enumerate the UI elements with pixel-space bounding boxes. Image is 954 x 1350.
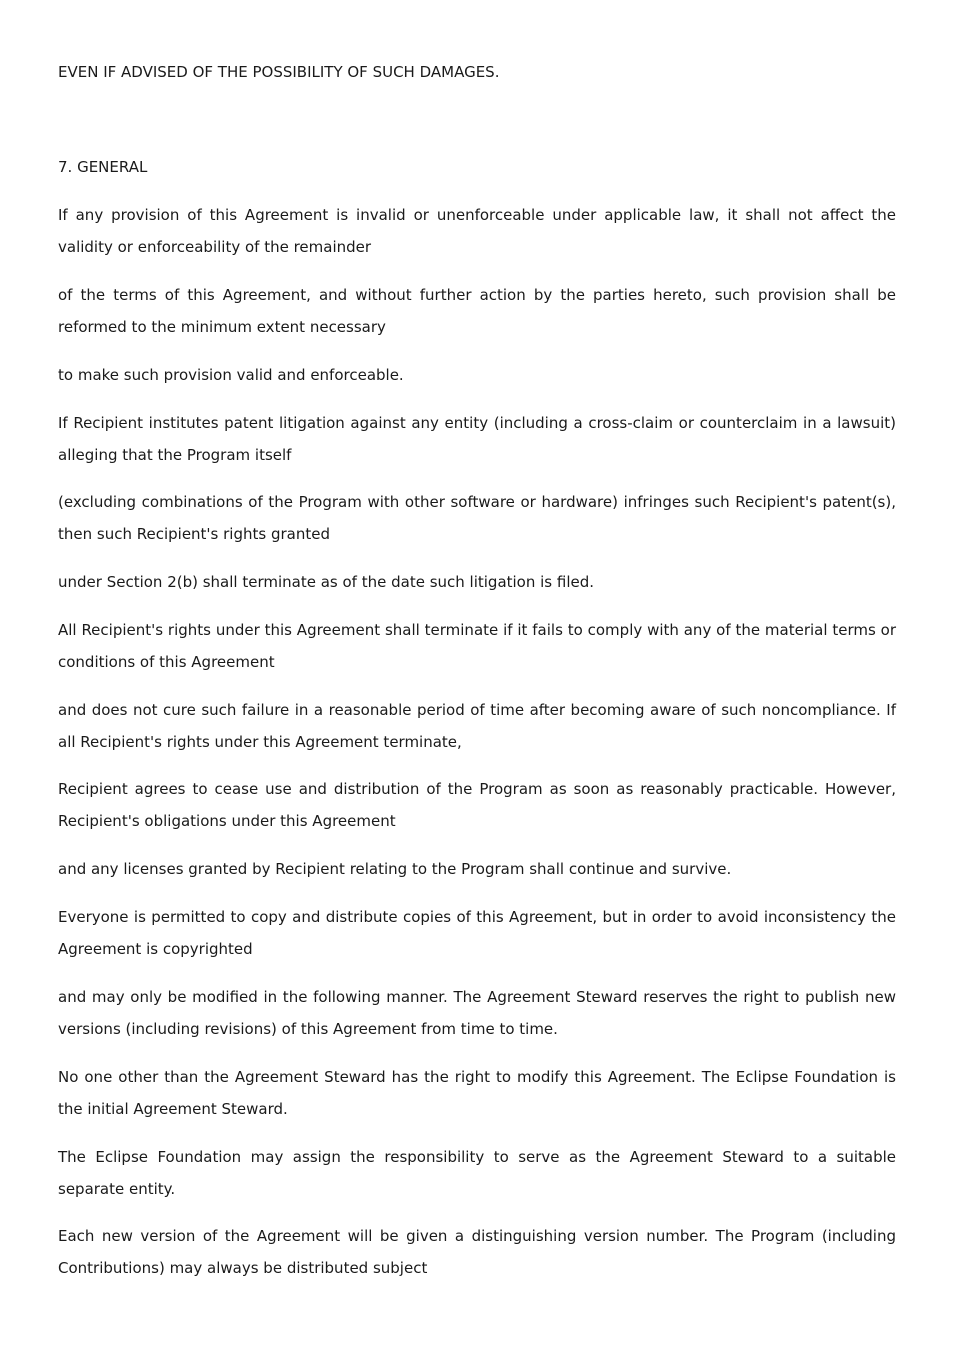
paragraph: under Section 2(b) shall terminate as of the date such litigation is filed. xyxy=(58,573,595,591)
paragraph: Everyone is permitted to copy and distribute copies of this Agreement, but in order to avoid inconsistency the Agreement is copyrighted xyxy=(58,908,896,958)
lead-line: EVEN IF ADVISED OF THE POSSIBILITY OF SUCH DAMAGES. xyxy=(58,63,500,81)
paragraph: Each new version of the Agreement will be given a distinguishing version number. The Program (including Contributions) may always be distributed subject xyxy=(58,1227,896,1277)
paragraph: (excluding combinations of the Program with other software or hardware) infringes such Recipient's patent(s), then such Recipient's rights granted xyxy=(58,493,896,543)
paragraph: of the terms of this Agreement, and without further action by the parties hereto, such provision shall be reformed to the minimum extent necessary xyxy=(58,286,896,336)
paragraph: and does not cure such failure in a reasonable period of time after becoming aware of such noncompliance. If all Recipient's rights under this Agreement terminate, xyxy=(58,701,896,751)
paragraph: Recipient agrees to cease use and distribution of the Program as soon as reasonably practicable. However, Recipient's obligations under this Agreement xyxy=(58,780,896,830)
paragraph: to make such provision valid and enforceable. xyxy=(58,366,404,384)
paragraph: All Recipient's rights under this Agreement shall terminate if it fails to comply with any of the material terms or conditions of this Agreement xyxy=(58,621,896,671)
paragraph: The Eclipse Foundation may assign the responsibility to serve as the Agreement Steward to a suitable separate entity. xyxy=(58,1148,896,1198)
section-heading: 7. GENERAL xyxy=(58,158,148,176)
paragraph: and any licenses granted by Recipient relating to the Program shall continue and survive. xyxy=(58,860,732,878)
paragraph: and may only be modified in the following manner. The Agreement Steward reserves the right to publish new versions (including revisions) of this Agreement from time to time. xyxy=(58,988,896,1038)
paragraph: No one other than the Agreement Steward has the right to modify this Agreement. The Eclipse Foundation is the initial Agreement Steward. xyxy=(58,1068,896,1118)
paragraph: If Recipient institutes patent litigation against any entity (including a cross-claim or counterclaim in a lawsuit) alleging that the Program itself xyxy=(58,414,896,464)
paragraph: If any provision of this Agreement is invalid or unenforceable under applicable law, it shall not affect the validity or enforceability of the remainder xyxy=(58,206,896,256)
